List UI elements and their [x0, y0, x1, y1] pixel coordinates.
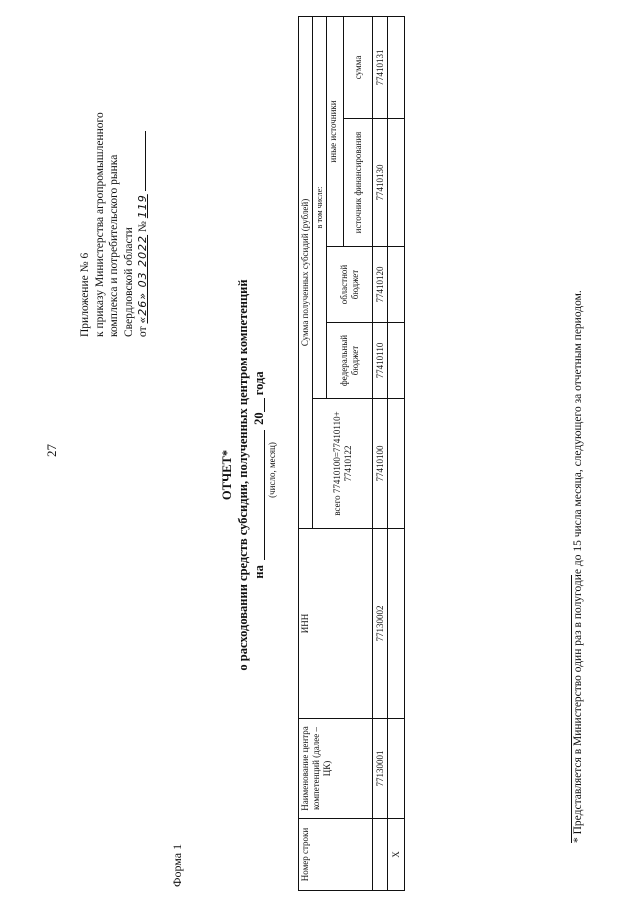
title-on: на [252, 565, 266, 579]
footnote: * Представляется в Министерство один раз в полугодие до 15 числа месяца, следующего за отчетным периодом. [572, 290, 584, 843]
title-line-1: ОТЧЕТ* [220, 449, 234, 501]
x-regional [388, 247, 405, 323]
date-blank [264, 430, 265, 560]
appendix-block [78, 7, 151, 337]
appendix-line-1: Приложение № 6 [79, 252, 91, 337]
report-title [220, 195, 277, 755]
number-prefix: № [137, 221, 149, 233]
code-inn: 77130002 [373, 529, 388, 719]
title-line-3 [252, 195, 267, 755]
page-number: 27 [44, 444, 59, 457]
code-center-name: 77130001 [373, 719, 388, 819]
handwritten-number: 119 [136, 194, 149, 219]
x-row [388, 16, 405, 890]
x-center-name [388, 719, 405, 819]
codes-row [373, 16, 388, 890]
code-federal: 77410110 [373, 323, 388, 399]
col-sum: сумма [344, 16, 373, 118]
x-sum [388, 16, 405, 118]
title-line-2: о расходовании средств субсидии, полученных центром компетенций [236, 279, 250, 671]
col-source: источник финансирования [344, 119, 373, 247]
col-other: иные источники [327, 16, 344, 246]
title-year-word: года [252, 371, 266, 396]
appendix-line-3: комплекса и потребительского рынка [108, 154, 120, 337]
code-source: 77410130 [373, 119, 388, 247]
code-row-number [373, 819, 388, 891]
x-inn [388, 529, 405, 719]
appendix-line-4: Свердловской области [122, 227, 135, 337]
form-label: Форма 1 [170, 843, 184, 887]
year-blank [264, 398, 265, 412]
x-source [388, 119, 405, 247]
x-federal [388, 323, 405, 399]
col-federal: федеральный бюджет [327, 323, 373, 399]
code-total: 77410100 [373, 399, 388, 529]
header-row-1 [299, 16, 313, 890]
date-prefix: от [137, 326, 149, 337]
code-regional: 77410120 [373, 247, 388, 323]
title-year: 20 [252, 412, 266, 425]
col-total: всего 77410100=77410110+ 77410122 [313, 399, 373, 529]
x-row-number: X [388, 819, 405, 891]
col-in-that: в том числе: [313, 16, 327, 398]
title-caption: (число, месяц) [267, 442, 277, 498]
col-center-name: Наименование центра компетенций (далее – ЦК) [299, 719, 373, 819]
col-regional: областной бюджет [327, 247, 373, 323]
x-total [388, 399, 405, 529]
appendix-date-line [136, 7, 151, 337]
code-sum: 77410131 [373, 16, 388, 118]
handwritten-date: «26» 03 2022 [136, 234, 149, 324]
col-inn: ИНН [299, 529, 373, 719]
appendix-line-2: к приказу Министерства агропромышленного [93, 112, 106, 337]
col-row-number: Номер строки [299, 819, 373, 891]
col-sum-group: Сумма полученных субсидий (рублей) [299, 16, 313, 528]
report-table [298, 16, 405, 891]
